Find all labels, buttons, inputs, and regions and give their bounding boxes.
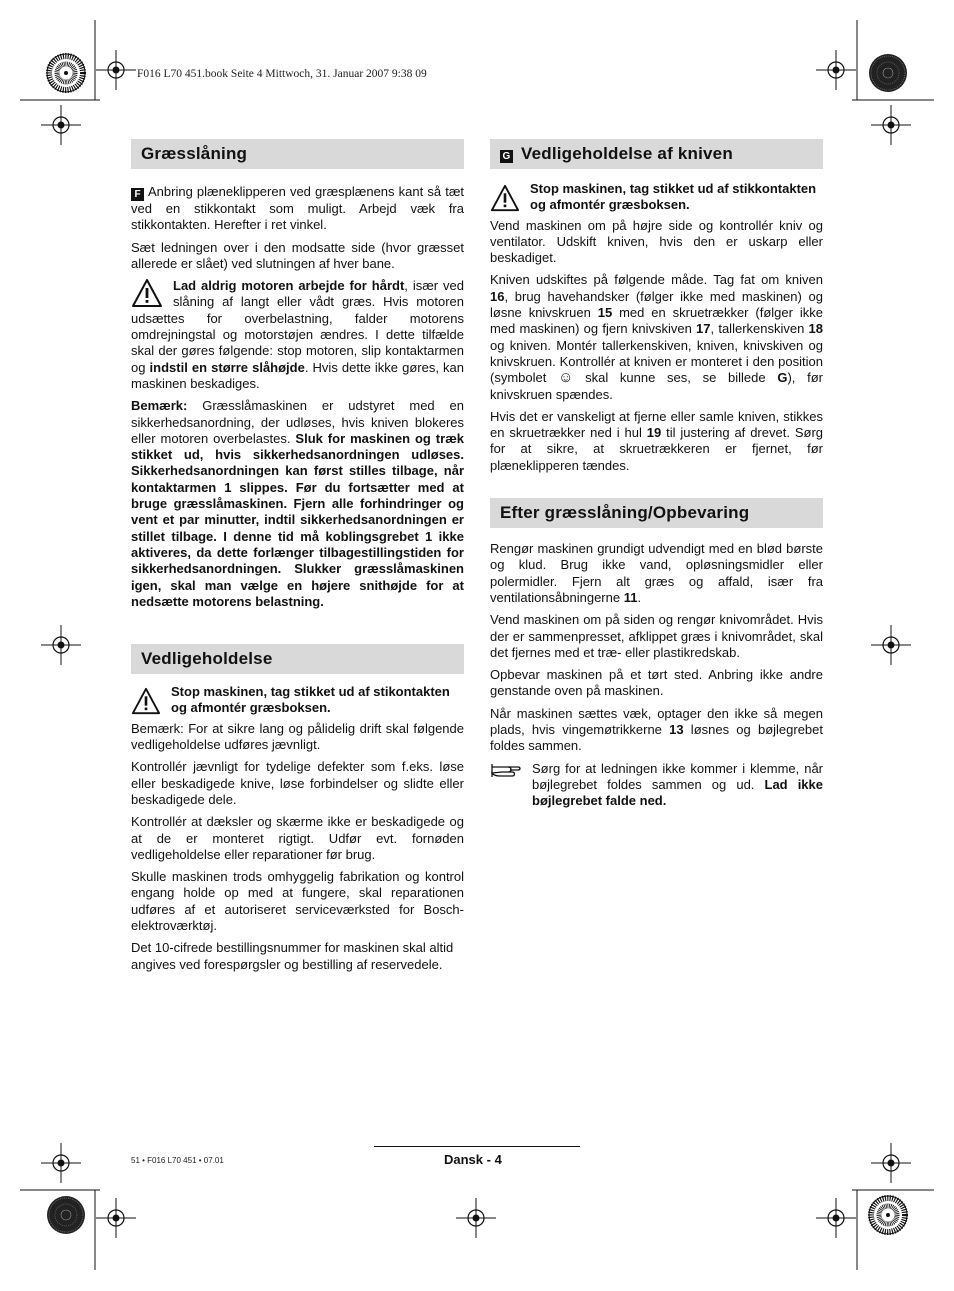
section-title-graesslaaning: Græsslåning [131, 139, 464, 169]
paragraph: Når maskinen sættes væk, optager den ikke så megen plads, hvis vingemøtrikkerne 13 løsnes og bøjlegrebet foldes sammen. [490, 705, 823, 754]
paragraph: Vend maskinen om på siden og rengør knivområdet. Hvis der er sammenpresset, afklippet græs i knivområdet, skal det fjernes med et træ- eller plastikredskab. [490, 612, 823, 660]
smiley-icon: ☺ [558, 369, 574, 387]
section-title-efter-graesslaaning: Efter græsslåning/Opbevaring [490, 498, 823, 528]
section-title-vedligeholdelse-af-kniven: G Vedligeholdelse af kniven [490, 139, 823, 169]
figure-letter-badge: F [131, 188, 144, 201]
paragraph: Hvis det er vanskeligt at fjerne eller samle kniven, stikkes en skruetrækker ned i hul 19 til justering af drevet. Sørg for at sikre, at skruetrækkeren er fjernet, før plæneklipperen tændes. [490, 408, 824, 473]
page-number: Dansk - 4 [444, 1152, 502, 1167]
paragraph: Sæt ledningen over i den modsatte side (hvor græsset allerede er slået) ved slutningen af hver bane. [131, 239, 464, 271]
warning-block: Stop maskinen, tag stikket ud af stikkontakten og afmontér græsboksen. [490, 181, 823, 214]
warning-block: Stop maskinen, tag stikket ud af stikontakten og afmontér græsboksen. [131, 684, 464, 717]
section-title-vedligeholdelse: Vedligeholdelse [131, 644, 464, 674]
paragraph: F Anbring plæneklipperen ved græsplænens kant så tæt ved en stikkontakt som muligt. Arbejd væk fra stikkontakten. Herefter i ret vinkel. [131, 184, 464, 233]
paragraph: Skulle maskinen trods omhyggelig fabrikation og kontrol engang holde op med at fungere, skal reparationen udføres af et autoriseret serviceværksted for Bosch-elektroværktøj. [131, 869, 464, 933]
pointing-hand-icon [490, 761, 522, 779]
paragraph: Opbevar maskinen på et tørt sted. Anbring ikke andre genstande oven på maskinen. [490, 667, 823, 699]
warning-triangle-icon [131, 684, 161, 716]
paragraph: Kniven udskiftes på følgende måde. Tag fat om kniven 16, brug havehandsker (følger ikke med maskinen) og løsne knivskruen 15 med en skruetrækker (følger ikke med maskinen) og fjern knivskiven 17, tallerkenskiven 18 og kniven. Montér tallerkenskiven, kniven, knivskiven og knivskruen. Kontrollér at kniven er monteret i den position (symbolet ☺ skal kunne ses, se billede G), før knivskruen spændes. [490, 272, 824, 402]
figure-letter-badge: G [500, 150, 513, 163]
paragraph: Vend maskinen om på højre side og kontrollér kniv og ventilator. Udskift kniven, hvis den er uskarp eller beskadiget. [490, 217, 823, 266]
paragraph: Bemærk: For at sikre lang og pålidelig drift skal følgende vedligeholdelse udføres jævnligt. [131, 720, 464, 753]
print-code: 51 • F016 L70 451 • 07.01 [131, 1156, 224, 1165]
paragraph: Kontrollér at dæksler og skærme ikke er beskadigede og at de er monteret rigtigt. Udfør evt. fornøden vedligeholdelse eller reparationer før brug. [131, 814, 464, 862]
paragraph: Bemærk: Græsslåmaskinen er udstyret med en sikkerhedsanordning, der udløses, hvis kniven blokeres eller motoren overbelastes. Sluk for maskinen og træk stikket ud, hvis sikkerhedsanordningen udløses. Sikkerhedsanordningen kan først stilles tilbage, når kontaktarmen 1 slippes. Før du fortsætter med at bruge græsslåmaskinen. Fjern alle forhindringer og vent et par minutter, indtil sikkerhedsanordningen er stillet tilbage. I denne tid må koblingsgrebet 1 ikke aktiveres, da dette forlænger tilbagestillingstiden for sikkerhedsanordningen. Slukker græsslåmaskinen igen, skal man vælge en højere snithøjde for at nedsætte motorens belastning. [131, 398, 464, 609]
right-column [490, 139, 823, 810]
paragraph: Rengør maskinen grundigt udvendigt med en blød børste og klud. Brug ikke vand, opløsningsmidler eller polermidler. Fjern alt græs og affald, især fra ventilationsåbningerne 11. [490, 541, 823, 605]
paragraph: Det 10-cifrede bestillingsnummer for maskinen skal altid angives ved forespørgsler og bestilling af reservedele. [131, 940, 454, 972]
paragraph: Kontrollér jævnligt for tydelige defekter som f.eks. løse eller beskadigede knive, løse forbindelser og slidte eller beskadigede dele. [131, 759, 464, 807]
warning-triangle-icon [131, 278, 163, 308]
file-info-header: F016 L70 451.book Seite 4 Mittwoch, 31. Januar 2007 9:38 09 [137, 68, 427, 80]
left-column [131, 139, 464, 979]
warning-triangle-icon [490, 181, 520, 213]
warning-block: Lad aldrig motoren arbejde for hårdt, især ved slåning af langt eller vådt græs. Hvis motoren udsættes for overbelastning, falder motorens omdrejningstal og motorstøjen ændres. I dette tilfælde skal der gøres følgende: stop motoren, slip kontaktarmen og indstil en større slåhøjde. Hvis dette ikke gøres, kan maskinen beskadiges. [131, 278, 465, 391]
note-block: Sørg for at ledningen ikke kommer i klemme, når bøjlegrebet foldes sammen og ud. Lad ikke bøjlegrebet falde ned. [490, 761, 823, 810]
footer-rule [374, 1146, 580, 1147]
